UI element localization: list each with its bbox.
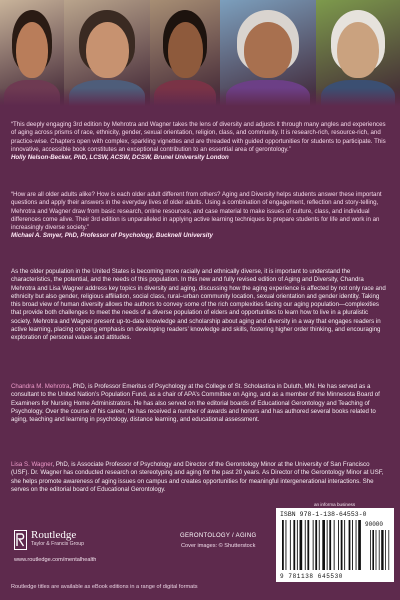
price-barcode-bar: [381, 530, 383, 570]
isbn-barcode-box: [276, 508, 394, 582]
author-name: Lisa S. Wagner: [11, 461, 53, 468]
barcode-bar: [352, 520, 353, 570]
book-description: As the older population in the United States is becoming more racially and ethnically diverse, it is important to understand the characteristics, the potential, and the needs of this population. In this new and fully revised edition of Aging and Diversity, Chandra Mehrotra and Lisa Wagner address key topics in diversity and aging, discussing how the aging experience is affected by not only race and ethnicity but also gender, religious affiliation, social class, rural–urban community location, sexual orientation and gender identity. Taking this broad view of human diversity allows the authors to convey some of the rich complexities facing our aging population—complexities that provide both challenges to meet the needs of a diverse population of elders and opportunities to learn how to live in a pluralistic society. Mehrotra and Wagner present up-to-date knowledge and scholarship about aging and diversity in a way that engages readers in active learning, placing ongoing emphasis on developing readers’ knowledge and skills, fostering higher order thinking, and encouraging exploration of personal values and attitudes.: [11, 268, 386, 342]
endorsement-quote-2: [11, 191, 389, 241]
barcode-bar: [349, 520, 351, 570]
author-bio-2: [11, 461, 389, 494]
barcode-bar: [319, 520, 320, 570]
barcode-bar: [341, 520, 343, 570]
publisher-subtitle: Taylor & Francis Group: [31, 541, 85, 547]
barcode-bar: [358, 520, 361, 570]
price-barcode-bar: [372, 530, 374, 570]
barcode-bar: [300, 520, 303, 570]
barcode-bar: [356, 520, 357, 570]
barcode-bar: [334, 520, 335, 570]
price-code: 90000: [365, 521, 384, 528]
barcode-number: 9 781138 645530: [280, 573, 344, 580]
publisher-url-link[interactable]: www.routledge.com/mentalhealth: [14, 557, 97, 563]
quote-attribution: Holly Nelson-Becker, PhD, LCSW, ACSW, DCSW, Brunel University London: [11, 154, 229, 162]
price-barcode-bar: [385, 530, 386, 570]
informa-tagline: an informa business: [314, 502, 356, 507]
cover-image-credit: Cover images: © Shutterstock: [181, 543, 256, 549]
endorsement-quote-1: [11, 121, 389, 162]
publisher-name: Routledge: [31, 529, 77, 541]
barcode-bar: [329, 520, 331, 570]
barcode-bar: [290, 520, 291, 570]
barcode-bar: [307, 520, 309, 570]
author-bio-text: , PhD, is Associate Professor of Psychology and Director of the Gerontology Minor at the University of San Francisco (USF). Dr. Wagner has conducted research on stereotyping and aging for the past 20 years. As Director of the Gerontology Minor at USF, she helps promote awareness of aging issues on campus and creates opportunities for meaningful intergenerational interactions. She serves on the editorial board of Educational Gerontology.: [11, 461, 384, 493]
author-name: Chandra M. Mehrotra: [11, 383, 70, 390]
barcode-bar: [305, 520, 306, 570]
author-bio-1: [11, 383, 389, 424]
barcode-bar: [344, 520, 345, 570]
barcode-bar: [313, 520, 314, 570]
routledge-logo: [14, 530, 84, 550]
price-barcode-bar: [388, 530, 389, 570]
barcode-bar: [322, 520, 325, 570]
barcode-bar: [286, 520, 287, 570]
isbn-text: ISBN 978-1-138-64553-0: [280, 511, 367, 518]
barcode-bar: [338, 520, 339, 570]
subject-category: GERONTOLOGY / AGING: [180, 533, 257, 539]
price-barcode-bar: [379, 530, 380, 570]
author-bio-text: , PhD, is Professor Emeritus of Psychology at the College of St. Scholastica in Duluth, MN. He has served as a consultant to the United Nation’s Population Fund, as a chair of APA’s Committee on Aging, and as a member of the Minnesota Board of Examiners for Nursing Home Administrators. He has also served on the editorial boards of Educational Gerontology and Teaching of Psychology. Over the course of his career, he has received a number of awards and honors and has authored several books related to aging, teaching and learning in psychology, distance learning, and educational assessment.: [11, 383, 380, 424]
barcode-bar: [293, 520, 295, 570]
price-barcode-bar: [376, 530, 377, 570]
photo-strip-fade: [0, 88, 400, 106]
barcode-bar: [297, 520, 298, 570]
cover-photo-strip: [0, 0, 400, 106]
quote-text: “This deeply engaging 3rd edition by Mehrotra and Wagner takes the lens of diversity and adjusts it through many angles and experiences of aging across prisms of race, ethnicity, gender, sexual orientation, religion, class, and community. It is research-rich, resource-rich, and practice-wise. Chapters open with complex, sparkling vignettes and are threaded with guided opportunities for students to participate. This innovative, accessible book constitutes an exceptional contribution to an essential area of gerontology.”: [11, 121, 386, 153]
quote-attribution: Michael A. Smyer, PhD, Professor of Psychology, Bucknell University: [11, 232, 213, 240]
routledge-r-icon: [14, 530, 27, 550]
price-barcode-bar: [370, 530, 371, 570]
ebook-availability-note: Routledge titles are available as eBook editions in a range of digital formats: [11, 584, 198, 590]
barcode-bar: [327, 520, 328, 570]
quote-text: “How are all older adults alike? How is each older adult different from others? Aging and Diversity helps students answer these important questions and apply their answers in the everyday lives of older adults. Using a combination of engagement, reflection and story-telling, Mehrotra and Wagner draw from basic research, online resources, and case material to make issues of culture, class, and individual differences come alive. Their 3rd edition is unparalleled in applying active learning techniques to prepare students for life and work in an increasingly diverse society.”: [11, 191, 382, 232]
barcode-bar: [315, 520, 317, 570]
barcode-bar: [282, 520, 284, 570]
